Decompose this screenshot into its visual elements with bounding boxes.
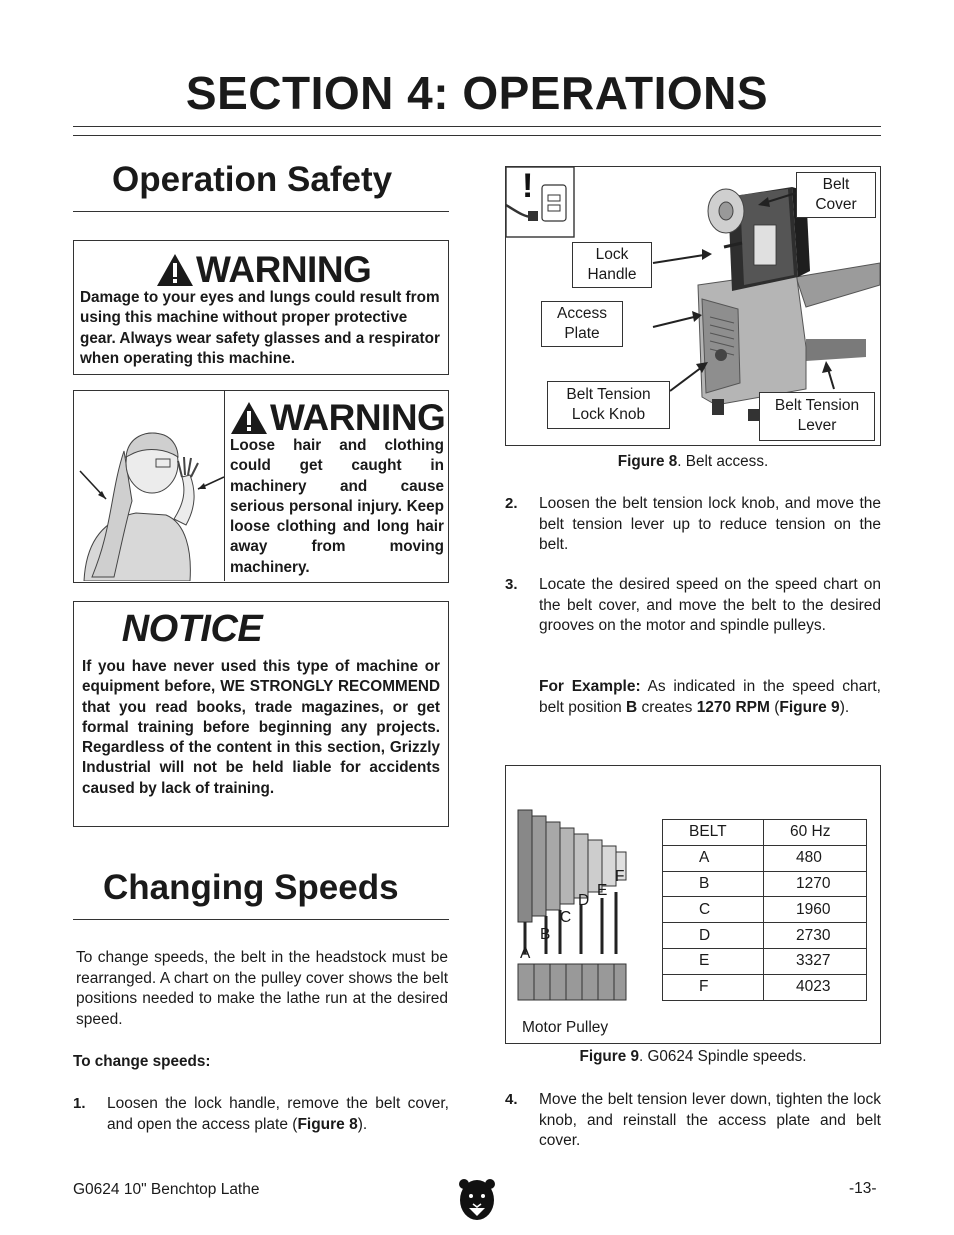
pulley-label-d: D [578,892,590,909]
step-3-text: Locate the desired speed on the speed chart on the belt cover, and move the belt to the desired grooves on the motor and spindle pulleys. [539,576,881,634]
warning-text: Loose hair and clothing could get caught in machinery and cause serious personal injury. Keep loose clothing and long hair away from moving machinery. [230,437,444,576]
grizzly-bear-logo-icon [458,1176,496,1222]
example-belt-position: B [626,698,638,716]
callout-access-plate-line2: Plate [564,325,600,342]
example-text-1: As indicated in the speed chart, belt position [539,678,881,716]
figure-9-spindle-speeds [505,765,881,1044]
warning-label: WARNING [196,249,372,290]
callout-belt-cover [796,172,876,218]
step-3-number: 3. [505,576,518,593]
table-cell-speed: 4023 [764,974,867,1000]
callout-tension-knob-line1: Belt Tension [566,386,651,403]
footer-page-number: -13- [849,1180,877,1197]
figure-8-caption [505,453,881,471]
figure-9-caption-text: . G0624 Spindle speeds. [638,1048,807,1065]
callout-belt-cover-line2: Cover [815,196,857,213]
footer-manual-title: G0624 10" Benchtop Lathe [73,1181,260,1198]
table-cell-speed: 1960 [764,897,867,923]
warning-triangle-icon [230,401,268,435]
warning-header [156,249,371,291]
callout-tension-lever-line1: Belt Tension [774,397,860,414]
pulley-label-b: B [540,926,551,943]
example-label: For Example: [539,678,641,695]
stepped-pulley-illustration [516,804,636,1004]
step-1-text [107,1094,449,1135]
warning-box-loose-hair [73,390,449,583]
example-text-4: ). [839,698,850,716]
figure-8-caption-label: Figure 8 [617,453,678,470]
table-row [663,871,867,897]
table-cell-belt: B [663,871,764,897]
pulley-label-a: A [520,945,531,962]
operation-safety-divider [73,211,449,212]
step-2-text: Loosen the belt tension lock knob, and move the belt tension lever up to reduce tension on the belt. [539,495,881,553]
step-1-text-c: ). [357,1115,368,1133]
table-cell-belt: F [663,974,764,1000]
figure-8-belt-access [505,166,881,446]
example-text [539,677,881,718]
table-cell-belt: C [663,897,764,923]
callout-lock-handle-line2: Handle [587,266,637,283]
table-row [663,948,867,974]
callout-tension-lever-line2: Lever [797,417,837,434]
notice-box [73,601,449,827]
step-1-text-a: Loosen the lock handle, remove the belt cover, and open the access plate ( [107,1095,449,1133]
table-cell-speed: 2730 [764,923,867,949]
table-row [663,974,867,1000]
table-header-hz: 60 Hz [764,820,867,846]
operation-safety-heading: Operation Safety [112,160,393,199]
step-4-text: Move the belt tension lever down, tighten the lock knob, and reinstall the access plate and belt cover. [539,1091,881,1149]
table-row [663,845,867,871]
callout-tension-knob-line2: Lock Knob [571,406,646,423]
step-2-number: 2. [505,495,518,512]
callout-lock-handle [572,242,652,288]
table-header-belt: BELT [663,820,764,846]
figure-9-caption [505,1048,881,1066]
callout-belt-tension-lever [759,392,875,441]
page-title: SECTION 4: OPERATIONS [185,67,769,119]
figure-9-caption-label: Figure 9 [579,1048,639,1065]
step-1-number: 1. [73,1095,86,1112]
table-cell-speed: 3327 [764,948,867,974]
table-row [663,897,867,923]
pulley-label-f: F [615,868,625,885]
example-text-3: ( [769,698,780,716]
callout-access-plate [541,301,623,347]
table-cell-belt: E [663,948,764,974]
hair-hazard-illustration [74,391,225,581]
example-rpm: 1270 RPM [696,698,770,716]
warning-triangle-icon [156,253,194,287]
changing-speeds-intro: To change speeds, the belt in the headstock must be rearranged. A chart on the pulley cover shows the belt positions needed to make the lathe run at the desired speed. [76,949,448,1028]
figure-8-caption-text: . Belt access. [677,453,769,470]
table-cell-belt: D [663,923,764,949]
table-cell-belt: A [663,845,764,871]
table-cell-speed: 480 [764,845,867,871]
warning-text: Damage to your eyes and lungs could result from using this machine without proper protective gear. Always wear safety glasses and a respirator when operating this machine. [80,289,440,367]
pulley-label-c: C [560,909,572,926]
person-long-hair-icon [74,391,224,581]
notice-text: If you have never used this type of machine or equipment before, WE STRONGLY RECOMMEND that you read books, trade magazines, or get formal training before beginning any projects. Regardless of the content in this section, Grizzly Industrial will not be held liable for accidents caused by lack of training. [82,658,440,797]
table-cell-speed: 1270 [764,871,867,897]
changing-speeds-divider [73,919,449,920]
table-row [663,923,867,949]
motor-pulley-label: Motor Pulley [522,1019,609,1036]
pulley-label-e: E [597,882,608,899]
table-header-row [663,820,867,846]
callout-lock-handle-line1: Lock [595,246,629,263]
step-1-figure-ref: Figure 8 [297,1115,358,1133]
spindle-speed-table [662,819,867,1001]
to-change-speeds-subheading: To change speeds: [73,1053,211,1070]
example-text-2: creates [637,698,697,716]
callout-access-plate-line1: Access [557,305,607,322]
step-4-number: 4. [505,1091,518,1108]
notice-label: NOTICE [121,608,263,650]
callout-belt-tension-lock-knob [547,381,670,429]
callout-belt-cover-line1: Belt [822,176,850,193]
example-figure-ref: Figure 9 [779,698,840,716]
svg-text:!: ! [522,167,534,205]
warning-label: WARNING [270,397,446,438]
warning-box-protective-gear [73,240,449,375]
title-divider [73,126,881,136]
changing-speeds-heading: Changing Speeds [103,868,399,907]
warning-header [230,397,445,439]
